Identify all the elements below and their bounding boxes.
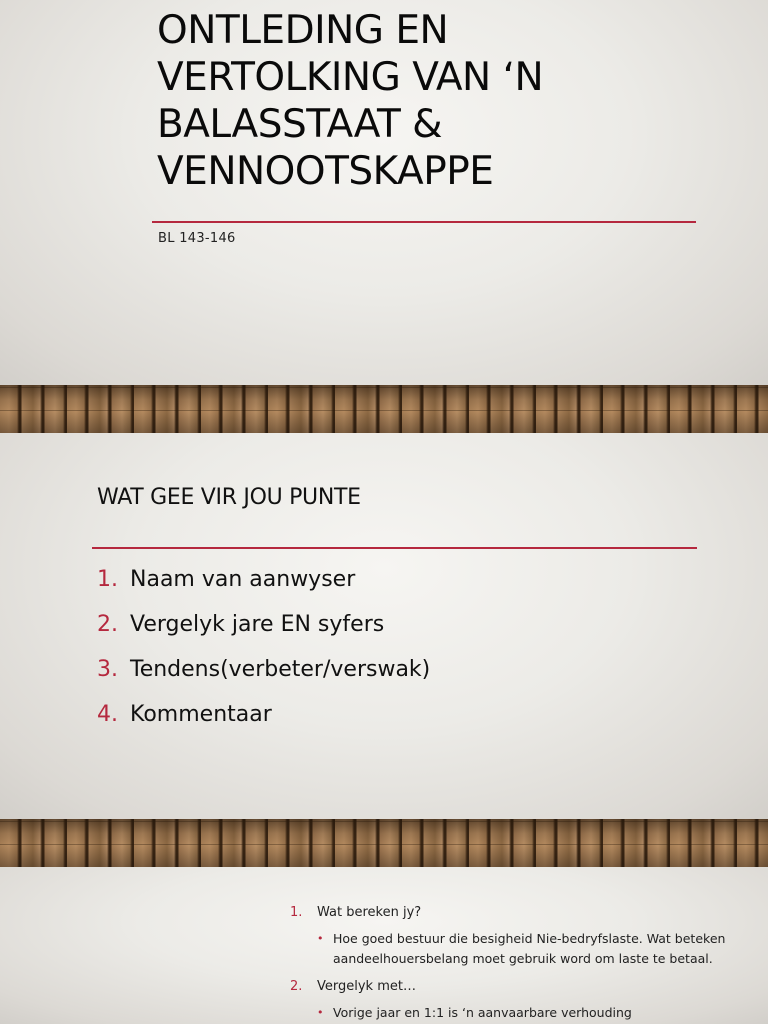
list-number: 2. [290, 979, 303, 994]
wood-floor-divider [0, 819, 768, 867]
list-number: 1. [290, 905, 303, 920]
list-number: 1. [97, 567, 118, 592]
list-item [97, 657, 430, 702]
title-line: ONTLEDING EN [157, 8, 449, 53]
list-text: Tendens(verbeter/verswak) [130, 657, 431, 682]
slide-heading: WAT GEE VIR JOU PUNTE [97, 485, 361, 510]
list-number: 4. [97, 702, 118, 727]
slide-points [0, 433, 768, 819]
list-text: Kommentaar [130, 702, 272, 727]
list-item [97, 702, 430, 747]
list-item [97, 612, 430, 657]
bullet-icon: • [317, 1006, 324, 1019]
list-text: Wat bereken jy? [317, 905, 422, 920]
list-text: Naam van aanwyser [130, 567, 356, 592]
numbered-list [290, 905, 730, 1024]
slide-title-heading [157, 7, 717, 195]
list-item [290, 905, 730, 969]
slide-subtitle: BL 143-146 [158, 231, 236, 246]
list-number: 2. [97, 612, 118, 637]
list-item [97, 567, 430, 612]
bullet-item [317, 1003, 730, 1023]
bullet-text: Hoe goed bestuur die besigheid Nie-bedryfslaste. Wat beteken aandeelhouersbelang moet gebruik word om laste te betaal. [333, 931, 726, 966]
title-divider [152, 221, 696, 223]
list-item [290, 979, 730, 1023]
bullet-list [317, 929, 730, 969]
wood-floor-divider [0, 385, 768, 433]
title-line: BALASSTAAT & [157, 102, 443, 147]
list-text: Vergelyk met… [317, 979, 416, 994]
slide-analysis [0, 867, 768, 1024]
list-number: 3. [97, 657, 118, 682]
numbered-list [97, 567, 430, 747]
title-line: VENNOOTSKAPPE [157, 149, 494, 194]
bullet-item [317, 929, 730, 969]
list-text: Vergelyk jare EN syfers [130, 612, 385, 637]
slide-title [0, 0, 768, 385]
title-line: VERTOLKING VAN ‘N [157, 55, 544, 100]
bullet-icon: • [317, 932, 324, 945]
bullet-list [317, 1003, 730, 1023]
heading-divider [92, 547, 697, 549]
bullet-text: Vorige jaar en 1:1 is ‘n aanvaarbare verhouding [333, 1005, 632, 1020]
